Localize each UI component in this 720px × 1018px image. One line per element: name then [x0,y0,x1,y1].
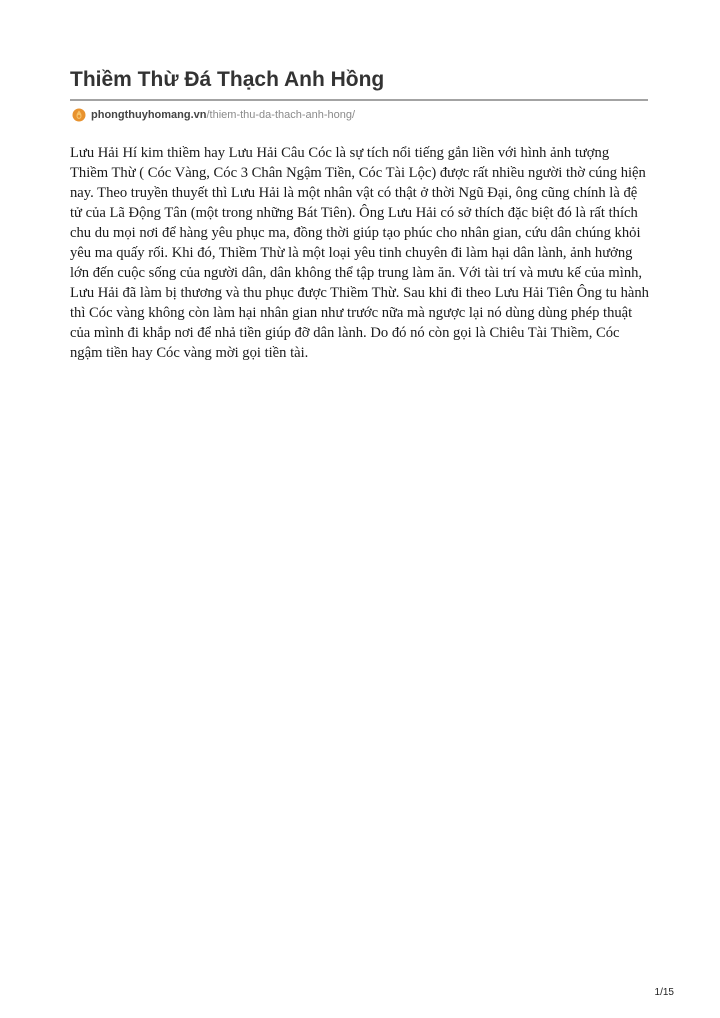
source-path[interactable]: /thiem-thu-da-thach-anh-hong/ [206,109,356,121]
source-domain[interactable]: phongthuyhomang.vn [91,109,207,121]
source-url[interactable] [72,106,355,124]
article-body-paragraph: Lưu Hải Hí kim thiềm hay Lưu Hải Câu Cóc là sự tích nổi tiếng gắn liền với hình ảnh tượng Thiềm Thừ ( Cóc Vàng, Cóc 3 Chân Ngậm Tiền, Cóc Tài Lộc) được rất nhiều người thờ cúng hiện nay. Theo truyền thuyết thì Lưu Hải là một nhân vật có thật ở thời Ngũ Đại, ông cũng chính là đệ tử của Lã Động Tân (một trong những Bát Tiên). Ông Lưu Hải có sở thích đặc biệt đó là rất thích chu du mọi nơi để hàng yêu phục ma, đồng thời giúp tạo phúc cho nhân gian, cứu dân chúng khỏi yêu ma quấy rối. Khi đó, Thiềm Thừ là một loại yêu tinh chuyên đi làm hại dân lành, ảnh hưởng lớn đến cuộc sống của người dân, dân không thể tập trung làm ăn. Với tài trí và mưu kế của mình, Lưu Hải đã làm bị thương và thu phục được Thiềm Thừ. Sau khi đi theo Lưu Hải Tiên Ông tu hành thì Cóc vàng không còn làm hại nhân gian như trước nữa mà ngược lại nó dùng dùng phép thuật của mình đi khắp nơi để nhả tiền giúp đỡ dân lành. Do đó nó còn gọi là Chiêu Tài Thiềm, Cóc ngậm tiền hay Cóc vàng mời gọi tiền tài. [70,145,649,361]
page-title: Thiềm Thừ Đá Thạch Anh Hồng [70,68,385,91]
title-divider [70,99,648,101]
site-favicon-icon [72,108,86,122]
page-number: 1/15 [654,987,674,998]
